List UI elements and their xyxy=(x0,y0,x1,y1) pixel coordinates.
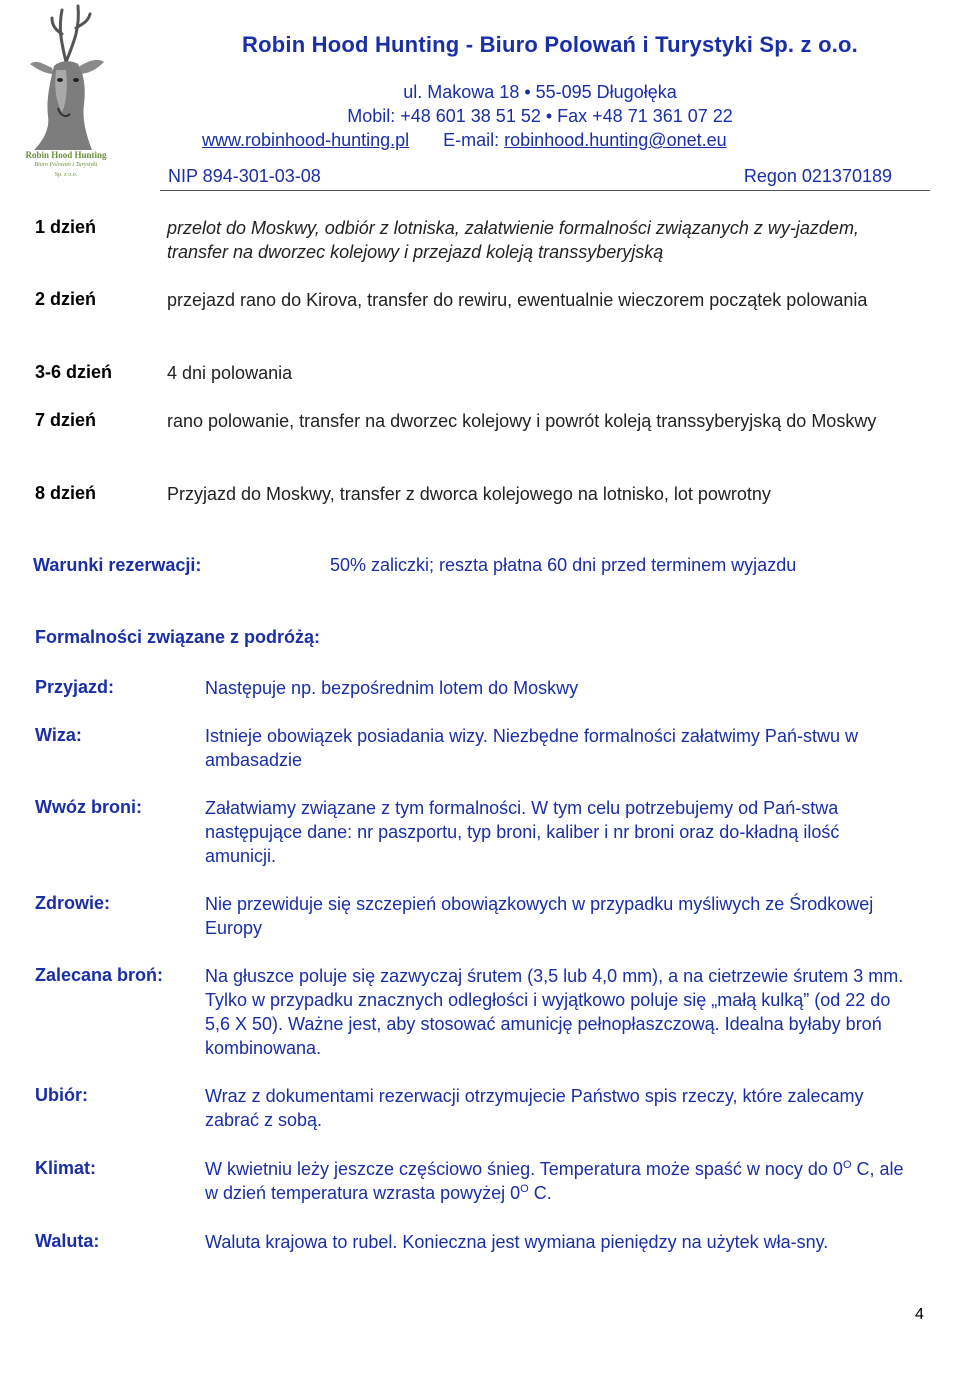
formality-label-currency: Waluta: xyxy=(35,1231,100,1251)
degree-sup: O xyxy=(520,1183,529,1195)
reservation-label: Warunki rezerwacji: xyxy=(33,555,202,575)
nip-number: NIP 894-301-03-08 xyxy=(168,166,321,186)
logo-line-2: Biuro Polowań i Turystyki xyxy=(34,162,98,168)
formality-label-recommended-weapon: Zalecana broń: xyxy=(35,965,164,985)
itinerary-day-text: Przyjazd do Moskwy, transfer z dworca kolejowego na lotnisko, lot powrotny xyxy=(167,484,771,504)
page-number: 4 xyxy=(915,1306,924,1323)
reservation-text: 50% zaliczki; reszta płatna 60 dni przed terminem wyjazdu xyxy=(330,555,797,575)
formality-text-visa: Istnieje obowiązek posiadania wizy. Niezbędne formalności załatwimy Pań-stwu w ambasadzie xyxy=(205,726,858,770)
itinerary-day-text: rano polowanie, transfer na dworzec kolejowy i powrót koleją transsyberyjską do Moskwy xyxy=(167,411,877,431)
itinerary-day-label: 8 dzień xyxy=(35,483,97,503)
website-link[interactable]: www.robinhood-hunting.pl xyxy=(202,130,410,150)
formality-label-visa: Wiza: xyxy=(35,725,82,745)
itinerary-day-label: 2 dzień xyxy=(35,289,97,309)
logo-caption xyxy=(18,150,114,180)
itinerary-day-text: 4 dni polowania xyxy=(167,363,293,383)
logo-line-3: Sp. z o.o. xyxy=(54,172,78,178)
formality-text-recommended-weapon: Na głuszce poluje się zazwyczaj śrutem (3,5 lub 4,0 mm), a na cietrzewie śrutem 3 mm. Tylko w przypadku znacznych odległości i wyjątkowo poluje się „małą kulką” (od 22 do 5,6 X 50). Ważne jest, aby stosować amunicję pełnopłaszczową. Idealna byłaby broń kombinowana. xyxy=(205,966,904,1058)
formality-label-health: Zdrowie: xyxy=(35,893,110,913)
logo-line-1: Robin Hood Hunting xyxy=(25,150,107,160)
formality-text-health: Nie przewiduje się szczepień obowiązkowych w przypadku myśliwych ze Środkowej Europy xyxy=(205,894,874,938)
itinerary-day-label: 1 dzień xyxy=(35,217,97,237)
formality-text-weapons: Załatwiamy związane z tym formalności. W tym celu potrzebujemy od Pań-stwa następujące dane: nr paszportu, typ broni, kaliber i nr broni oraz do-kładną ilość amunicji. xyxy=(205,798,840,866)
email-label: E-mail: xyxy=(443,130,500,150)
climate-text-b: C, ale w dzień temperatura wzrasta powyżej 0 xyxy=(205,1159,904,1203)
degree-sup: O xyxy=(842,1159,852,1171)
formality-label-climate: Klimat: xyxy=(35,1158,97,1178)
climate-text-a: W kwietniu leży jeszcze częściowo śnieg. Temperatura może spaść w nocy do 0 xyxy=(205,1159,843,1179)
climate-text-c: C. xyxy=(528,1183,552,1203)
header-divider xyxy=(160,190,930,191)
company-phones: Mobil: +48 601 38 51 52 • Fax +48 71 361 07 22 xyxy=(347,106,733,126)
formality-label-weapons: Wwóz broni: xyxy=(35,797,142,817)
contact-row xyxy=(202,130,727,151)
company-name: Robin Hood Hunting - Biuro Polowań i Turystyki Sp. z o.o. xyxy=(242,32,858,57)
formality-text-climate xyxy=(205,1157,905,1205)
itinerary-day-text: przejazd rano do Kirova, transfer do rewiru, ewentualnie wieczorem początek polowania xyxy=(167,290,868,310)
formality-label-clothing: Ubiór: xyxy=(35,1085,88,1105)
formality-text-currency: Waluta krajowa to rubel. Konieczna jest wymiana pieniędzy na użytek wła-sny. xyxy=(205,1232,829,1252)
company-address: ul. Makowa 18 • 55-095 Długołęka xyxy=(403,82,677,102)
formalities-title: Formalności związane z podróżą: xyxy=(35,627,321,647)
itinerary-day-label: 3-6 dzień xyxy=(35,362,113,382)
itinerary-day-label: 7 dzień xyxy=(35,410,97,430)
regon-number: Regon 021370189 xyxy=(743,166,892,186)
itinerary-day-text: przelot do Moskwy, odbiór z lotniska, załatwienie formalności związanych z wy-jazdem, transfer na dworzec kolejowy i przejazd koleją transsyberyjską xyxy=(167,218,859,262)
formality-text-arrival: Następuje np. bezpośrednim lotem do Moskwy xyxy=(205,678,579,698)
formality-text-clothing: Wraz z dokumentami rezerwacji otrzymujecie Państwo spis rzeczy, które zalecamy zabrać z sobą. xyxy=(205,1086,864,1130)
email-link[interactable]: robinhood.hunting@onet.eu xyxy=(504,130,727,150)
formality-label-arrival: Przyjazd: xyxy=(35,677,115,697)
